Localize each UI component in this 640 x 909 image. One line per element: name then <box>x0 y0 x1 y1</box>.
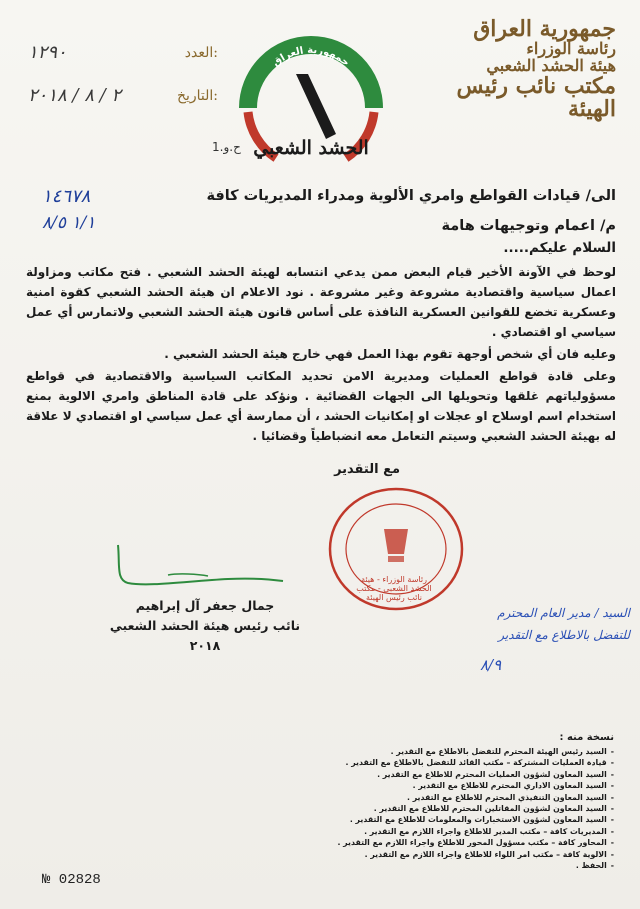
signature-scribble <box>108 535 288 595</box>
letterhead-line: جمهورية العراق <box>473 16 616 42</box>
copy-recipient: - السيد المعاون الاداري المحترم للاطلاع مع التقدير . <box>130 780 614 791</box>
logo-main-text: الحشد الشعبي <box>253 137 369 159</box>
copy-recipient: - السيد المعاون التنفيذي المحترم للاطلاع مع التقدير . <box>130 792 614 803</box>
reference-block <box>28 42 218 128</box>
copy-recipient: - المحاور كافة – مكتب مسؤول المحور للاطلاع واجراء اللازم مع التقدير . <box>130 837 614 848</box>
letterhead-line: مكتب نائب رئيس الهيئة <box>456 72 616 122</box>
greeting: السلام عليكم..... <box>503 240 616 256</box>
recipients-line: الى/ قيادات القواطع وامري الألوية ومدراء المديريات كافة <box>206 188 616 204</box>
body-paragraph: وعلى قادة قواطع العمليات ومديرية الامن تحديد المكاتب السياسية والاقتصادية في قواطع مسؤولياتهم غلقها وتحويلها الى الجهات القضائية . ونؤكد على قادة المناطق وامري الالوية بمنع استخدام اسم اوسلاح او عجلات او إمكانيات الحشد ، أن ممارسة أي عمل سياسي او اقتصادي لا علاقة له بهيئة الحشد الشعبي وسيتم التعامل معه انضباطياً وقضائيا . <box>26 369 616 443</box>
closing: مع التقدير <box>334 462 400 477</box>
letterhead-line: هيئة الحشد الشعبي <box>486 55 616 75</box>
signatory-name: جمال جعفر آل إبراهيم <box>135 598 275 613</box>
signatory-block <box>100 596 310 656</box>
copy-recipient: - السيد المعاون لشؤون العمليات المحترم للاطلاع مع التقدير . <box>130 769 614 780</box>
number-label: العدد: <box>184 44 218 61</box>
copies-list <box>130 746 614 871</box>
copy-recipient: - الالوية كافة – مكتب امر اللواء للاطلاع واجراء اللازم مع التقدير . <box>130 849 614 860</box>
copy-recipient: - المديريات كافة – مكتب المدير للاطلاع واجراء اللازم مع التقدير . <box>130 826 614 837</box>
handwritten-reference <box>42 186 152 233</box>
body-paragraph: وعليه فان أي شخص أوجهة تقوم بهذا العمل فهي خارج هيئة الحشد الشعبي . <box>164 347 616 361</box>
letter-body <box>26 262 616 448</box>
stamp-text: رئاسة الوزراء - هيئة الحشد الشعبي - مكتب نائب رئيس الهيئة <box>356 575 432 602</box>
copy-recipient: - قيادة العمليات المشتركة – مكتب القائد للتفضل بالاطلاع مع التقدير . <box>130 757 614 768</box>
note-initials: ٨/٩ <box>480 656 502 674</box>
handwritten-note <box>420 602 630 676</box>
date-row <box>28 85 218 106</box>
copy-recipient: - السيد المعاون لشؤون الاستخبارات والمعلومات للاطلاع مع التقدير . <box>130 814 614 825</box>
signatory-year: ٢٠١٨ <box>189 638 221 653</box>
letterhead-authority <box>426 18 616 121</box>
date-label: التاريخ: <box>176 87 218 104</box>
form-code: ح.و.1 <box>212 140 241 154</box>
copy-recipient: - الحفظ . <box>130 860 614 871</box>
number-value: ١٢٩٠ <box>28 42 67 63</box>
logo-emblem-shape <box>296 74 336 139</box>
copies-title: نسخة منه : <box>559 732 614 743</box>
body-paragraph: لوحظ في الآونة الأخير قيام البعض ممن يدعي انتسابه لهيئة الحشد الشعبي . فتح مكاتب ومزاولة اعمال سياسية واقتصادية مشروعة وغير مشروعة . نود الاعلام ان هيئة الحشد الشعبي كقوة امنية وعسكرية تخضع للقوانين العسكرية النافذة على أساس قانون هيئة الحشد الشعبي ولاتمارس أي عمل سياسي او اقتصادي . <box>26 265 616 339</box>
subject-line: م/ اعمام وتوجيهات هامة <box>441 218 616 234</box>
logo-arc-text: جمهورية العراق <box>270 44 352 69</box>
pmf-logo <box>236 34 386 174</box>
note-line-1: السيد / مدير العام المحترم <box>497 606 630 620</box>
eagle-emblem-icon <box>384 529 408 554</box>
handwritten-ref-1: ١٤٦٧٨ <box>42 186 91 207</box>
note-line-2: للتفضل بالاطلاع مع التقدير <box>498 628 630 642</box>
copy-recipient: - السيد رئيس الهيئة المحترم للتفضل بالاطلاع مع التقدير . <box>130 746 614 757</box>
letterhead-line: رئاسة الوزراء <box>526 39 616 59</box>
date-value: ٢ / ٨ / ٢٠١٨ <box>28 85 122 106</box>
serial-number: № 02828 <box>42 872 101 888</box>
handwritten-ref-2: ١/١ ٨/٥ <box>42 213 96 233</box>
signatory-title: نائب رئيس هيئة الحشد الشعبي <box>109 618 301 633</box>
number-row <box>28 42 218 63</box>
copy-recipient: - السيد المعاون لشؤون المقاتلين المحترم للاطلاع مع التقدير . <box>130 803 614 814</box>
